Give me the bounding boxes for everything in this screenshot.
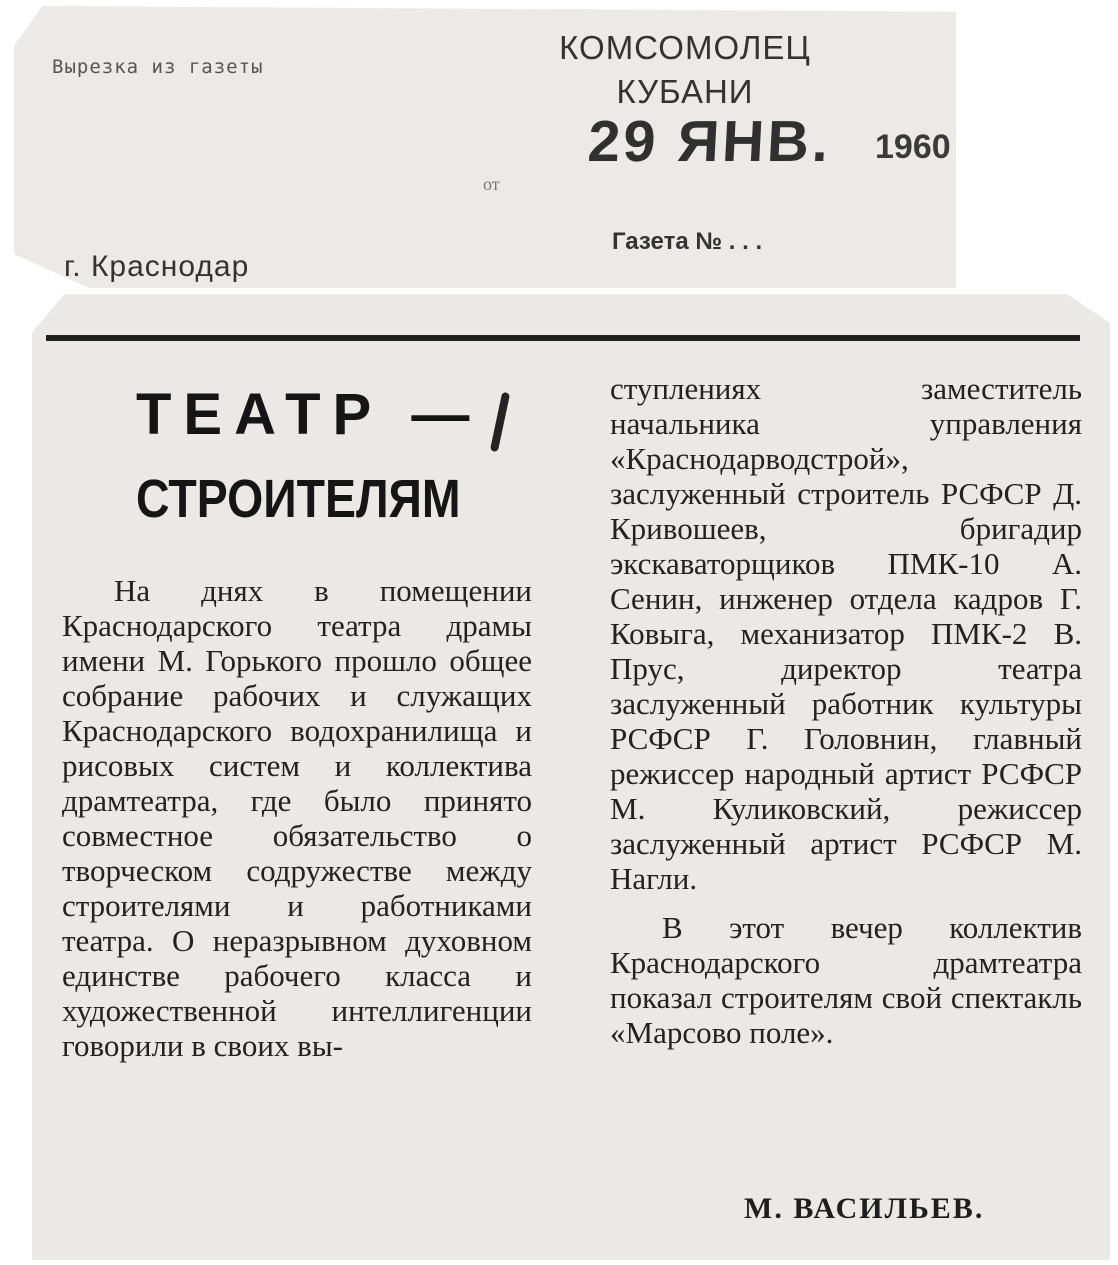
article-column-left xyxy=(62,573,532,1063)
article-paragraph: На днях в помещении Краснодарского театра драмы имени М. Горького прошло общее собрание рабочих и служащих Краснодарского водохранилища и рисовых систем и коллектива драмтеатра, где было принято совместное обязательство о творческом содружестве между строителями и работниками театра. О неразрывном духовном единстве рабочего класса и художественной интеллигенции говорили в своих вы- xyxy=(62,573,532,1063)
article-paragraph: В этот вечер коллектив Краснодарского драмтеатра показал строителям свой спектакль «Марсово поле». xyxy=(610,910,1082,1050)
clipping-source-label: Вырезка из газеты xyxy=(52,56,264,78)
from-marker: от xyxy=(483,174,500,194)
article-title: ТЕАТР — xyxy=(136,382,482,447)
newspaper-name-line1: КОМСОМОЛЕЦ xyxy=(559,29,811,66)
article-column-right xyxy=(610,371,1082,1050)
city-label: г. Краснодар xyxy=(64,250,250,283)
date-stamp: 29 ЯНВ. xyxy=(586,109,833,174)
newspaper-name xyxy=(535,26,835,114)
issue-number-label: Газета № . . . xyxy=(612,228,763,255)
article-paragraph: ступлениях заместитель начальника управления «Краснодарводстрой», заслуженный строитель РСФСР Д. Кривошеев, бригадир экскаваторщиков ПМК-10 А. Сенин, инженер отдела кадров Г. Ковыга, механизатор ПМК-2 В. Прус, директор театра заслуженный работник культуры РСФСР Г. Головнин, главный режиссер народный артист РСФСР М. Куликовский, режиссер заслуженный артист РСФСР М. Нагли. xyxy=(610,371,1082,896)
author-signature: М. ВАСИЛЬЕВ. xyxy=(744,1192,985,1225)
header-rule xyxy=(46,335,1080,341)
newspaper-name-line2: КУБАНИ xyxy=(616,73,754,110)
year-stamp: 1960 xyxy=(875,128,951,166)
article-subtitle: СТРОИТЕЛЯМ xyxy=(136,469,461,529)
